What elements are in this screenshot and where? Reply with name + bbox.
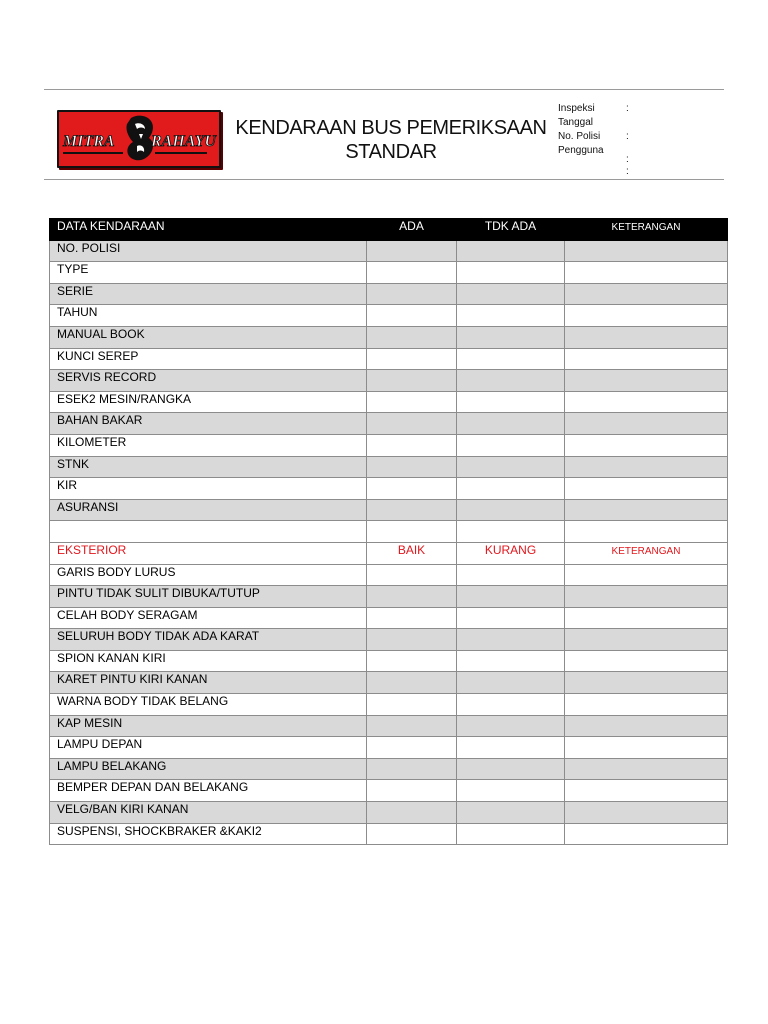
table-row [50, 240, 728, 262]
meta-row-no-polisi [558, 130, 636, 144]
check-cell-no[interactable] [457, 694, 565, 716]
check-cell-no[interactable] [457, 672, 565, 694]
check-cell-yes[interactable] [367, 348, 457, 370]
table-row [50, 305, 728, 327]
check-cell-no[interactable] [457, 456, 565, 478]
row-label: KILOMETER [50, 434, 367, 456]
table-row [50, 586, 728, 608]
tiger-emblem-icon [126, 116, 152, 161]
check-cell-yes[interactable] [367, 478, 457, 500]
check-cell-yes[interactable] [367, 456, 457, 478]
check-cell-no[interactable] [457, 823, 565, 845]
row-label: SPION KANAN KIRI [50, 650, 367, 672]
logo-text-left: MITRA [63, 133, 115, 150]
title-line-1: KENDARAAN BUS PEMERIKSAAN [235, 117, 547, 139]
check-cell-no[interactable] [457, 758, 565, 780]
check-cell-yes[interactable] [367, 629, 457, 651]
notes-cell[interactable] [565, 413, 728, 435]
meta-label: Inspeksi [558, 103, 595, 114]
row-label: MANUAL BOOK [50, 326, 367, 348]
notes-cell[interactable] [565, 802, 728, 824]
table-row [50, 413, 728, 435]
check-cell-yes[interactable] [367, 694, 457, 716]
check-cell-yes[interactable] [367, 737, 457, 759]
meta-colon [626, 116, 636, 130]
table-row [50, 478, 728, 500]
table-row [50, 629, 728, 651]
column-header-notes: KETERANGAN [565, 219, 728, 241]
check-cell-yes[interactable] [367, 499, 457, 521]
check-cell-no[interactable] [457, 348, 565, 370]
notes-cell[interactable] [565, 694, 728, 716]
column-header-no: KURANG [457, 542, 565, 564]
header-top-rule [44, 89, 724, 90]
check-cell-no[interactable] [457, 780, 565, 802]
company-logo [57, 110, 221, 168]
table-row [50, 370, 728, 392]
table-header-row [50, 219, 728, 241]
check-cell-yes[interactable] [367, 715, 457, 737]
table-row [50, 434, 728, 456]
meta-row-inspeksi [558, 102, 636, 116]
check-cell-no[interactable] [457, 586, 565, 608]
meta-extra-colon: : [626, 166, 629, 177]
meta-label: No. Polisi [558, 131, 601, 142]
row-label: TAHUN [50, 305, 367, 327]
notes-cell[interactable] [565, 521, 728, 543]
table-row [50, 326, 728, 348]
notes-cell[interactable] [565, 586, 728, 608]
section-header-row [50, 542, 728, 564]
notes-cell[interactable] [565, 629, 728, 651]
notes-cell[interactable] [565, 348, 728, 370]
row-label: LAMPU DEPAN [50, 737, 367, 759]
page-title [232, 116, 550, 164]
meta-row-pengguna [558, 144, 636, 158]
table-row [50, 715, 728, 737]
check-cell-no[interactable] [457, 802, 565, 824]
check-cell-no[interactable] [457, 283, 565, 305]
row-label: KARET PINTU KIRI KANAN [50, 672, 367, 694]
check-cell-yes[interactable] [367, 672, 457, 694]
notes-cell[interactable] [565, 305, 728, 327]
title-line-2: STANDAR [345, 141, 437, 163]
notes-cell[interactable] [565, 240, 728, 262]
row-label: KAP MESIN [50, 715, 367, 737]
column-header-item: DATA KENDARAAN [50, 219, 367, 241]
table-row [50, 672, 728, 694]
notes-cell[interactable] [565, 499, 728, 521]
table-row [50, 758, 728, 780]
check-cell-yes[interactable] [367, 283, 457, 305]
table-row [50, 737, 728, 759]
check-cell-no[interactable] [457, 478, 565, 500]
notes-cell[interactable] [565, 326, 728, 348]
row-label: STNK [50, 456, 367, 478]
inspection-meta [558, 102, 636, 158]
table-row [50, 780, 728, 802]
check-cell-yes[interactable] [367, 240, 457, 262]
column-header-yes: BAIK [367, 542, 457, 564]
row-label: CELAH BODY SERAGAM [50, 607, 367, 629]
row-label: SERIE [50, 283, 367, 305]
notes-cell[interactable] [565, 672, 728, 694]
check-cell-no[interactable] [457, 305, 565, 327]
header-bottom-rule [44, 179, 724, 180]
column-header-no: TDK ADA [457, 219, 565, 241]
check-cell-no[interactable] [457, 391, 565, 413]
table-row [50, 521, 728, 543]
table-row [50, 564, 728, 586]
check-cell-yes[interactable] [367, 370, 457, 392]
row-label: GARIS BODY LURUS [50, 564, 367, 586]
row-label: SERVIS RECORD [50, 370, 367, 392]
meta-colon: : [626, 131, 629, 142]
meta-extra-colon: : [626, 154, 629, 165]
table-row [50, 499, 728, 521]
row-label: ASURANSI [50, 499, 367, 521]
row-label: NO. POLISI [50, 240, 367, 262]
notes-cell[interactable] [565, 823, 728, 845]
check-cell-no[interactable] [457, 434, 565, 456]
check-cell-yes[interactable] [367, 780, 457, 802]
check-cell-yes[interactable] [367, 802, 457, 824]
row-label: LAMPU BELAKANG [50, 758, 367, 780]
check-cell-yes[interactable] [367, 305, 457, 327]
check-cell-yes[interactable] [367, 434, 457, 456]
check-cell-no[interactable] [457, 607, 565, 629]
table-row [50, 391, 728, 413]
notes-cell[interactable] [565, 456, 728, 478]
table-row [50, 607, 728, 629]
check-cell-yes[interactable] [367, 607, 457, 629]
row-label: TYPE [50, 262, 367, 284]
table-row [50, 650, 728, 672]
check-cell-yes[interactable] [367, 823, 457, 845]
check-cell-no[interactable] [457, 650, 565, 672]
table-row [50, 823, 728, 845]
check-cell-no[interactable] [457, 715, 565, 737]
row-label [50, 521, 367, 543]
check-cell-no[interactable] [457, 370, 565, 392]
notes-cell[interactable] [565, 564, 728, 586]
check-cell-yes[interactable] [367, 758, 457, 780]
notes-cell[interactable] [565, 370, 728, 392]
column-header-notes: KETERANGAN [565, 542, 728, 564]
logo-text-right: RAHAYU [151, 133, 216, 150]
check-cell-yes[interactable] [367, 391, 457, 413]
notes-cell[interactable] [565, 283, 728, 305]
row-label: WARNA BODY TIDAK BELANG [50, 694, 367, 716]
check-cell-yes[interactable] [367, 521, 457, 543]
table-row [50, 283, 728, 305]
notes-cell[interactable] [565, 780, 728, 802]
meta-label: Tanggal [558, 117, 594, 128]
column-header-item: EKSTERIOR [50, 542, 367, 564]
meta-colon: : [626, 103, 629, 114]
table-row [50, 802, 728, 824]
check-cell-no[interactable] [457, 737, 565, 759]
meta-row-tanggal [558, 116, 636, 130]
row-label: ESEK2 MESIN/RANGKA [50, 391, 367, 413]
row-label: KUNCI SEREP [50, 348, 367, 370]
row-label: BAHAN BAKAR [50, 413, 367, 435]
check-cell-yes[interactable] [367, 413, 457, 435]
row-label: SELURUH BODY TIDAK ADA KARAT [50, 629, 367, 651]
row-label: BEMPER DEPAN DAN BELAKANG [50, 780, 367, 802]
meta-label: Pengguna [558, 145, 604, 156]
row-label: KIR [50, 478, 367, 500]
check-cell-no[interactable] [457, 521, 565, 543]
inspection-table [49, 218, 728, 845]
check-cell-yes[interactable] [367, 586, 457, 608]
row-label: VELG/BAN KIRI KANAN [50, 802, 367, 824]
column-header-yes: ADA [367, 219, 457, 241]
row-label: PINTU TIDAK SULIT DIBUKA/TUTUP [50, 586, 367, 608]
check-cell-no[interactable] [457, 629, 565, 651]
check-cell-no[interactable] [457, 326, 565, 348]
check-cell-no[interactable] [457, 499, 565, 521]
notes-cell[interactable] [565, 737, 728, 759]
notes-cell[interactable] [565, 434, 728, 456]
check-cell-no[interactable] [457, 262, 565, 284]
table-row [50, 456, 728, 478]
check-cell-yes[interactable] [367, 564, 457, 586]
table-row [50, 348, 728, 370]
check-cell-yes[interactable] [367, 326, 457, 348]
notes-cell[interactable] [565, 607, 728, 629]
notes-cell[interactable] [565, 650, 728, 672]
table-row [50, 262, 728, 284]
notes-cell[interactable] [565, 478, 728, 500]
row-label: SUSPENSI, SHOCKBRAKER &KAKI2 [50, 823, 367, 845]
notes-cell[interactable] [565, 391, 728, 413]
notes-cell[interactable] [565, 715, 728, 737]
check-cell-no[interactable] [457, 564, 565, 586]
check-cell-yes[interactable] [367, 650, 457, 672]
check-cell-no[interactable] [457, 413, 565, 435]
check-cell-yes[interactable] [367, 262, 457, 284]
notes-cell[interactable] [565, 758, 728, 780]
check-cell-no[interactable] [457, 240, 565, 262]
table-row [50, 694, 728, 716]
notes-cell[interactable] [565, 262, 728, 284]
